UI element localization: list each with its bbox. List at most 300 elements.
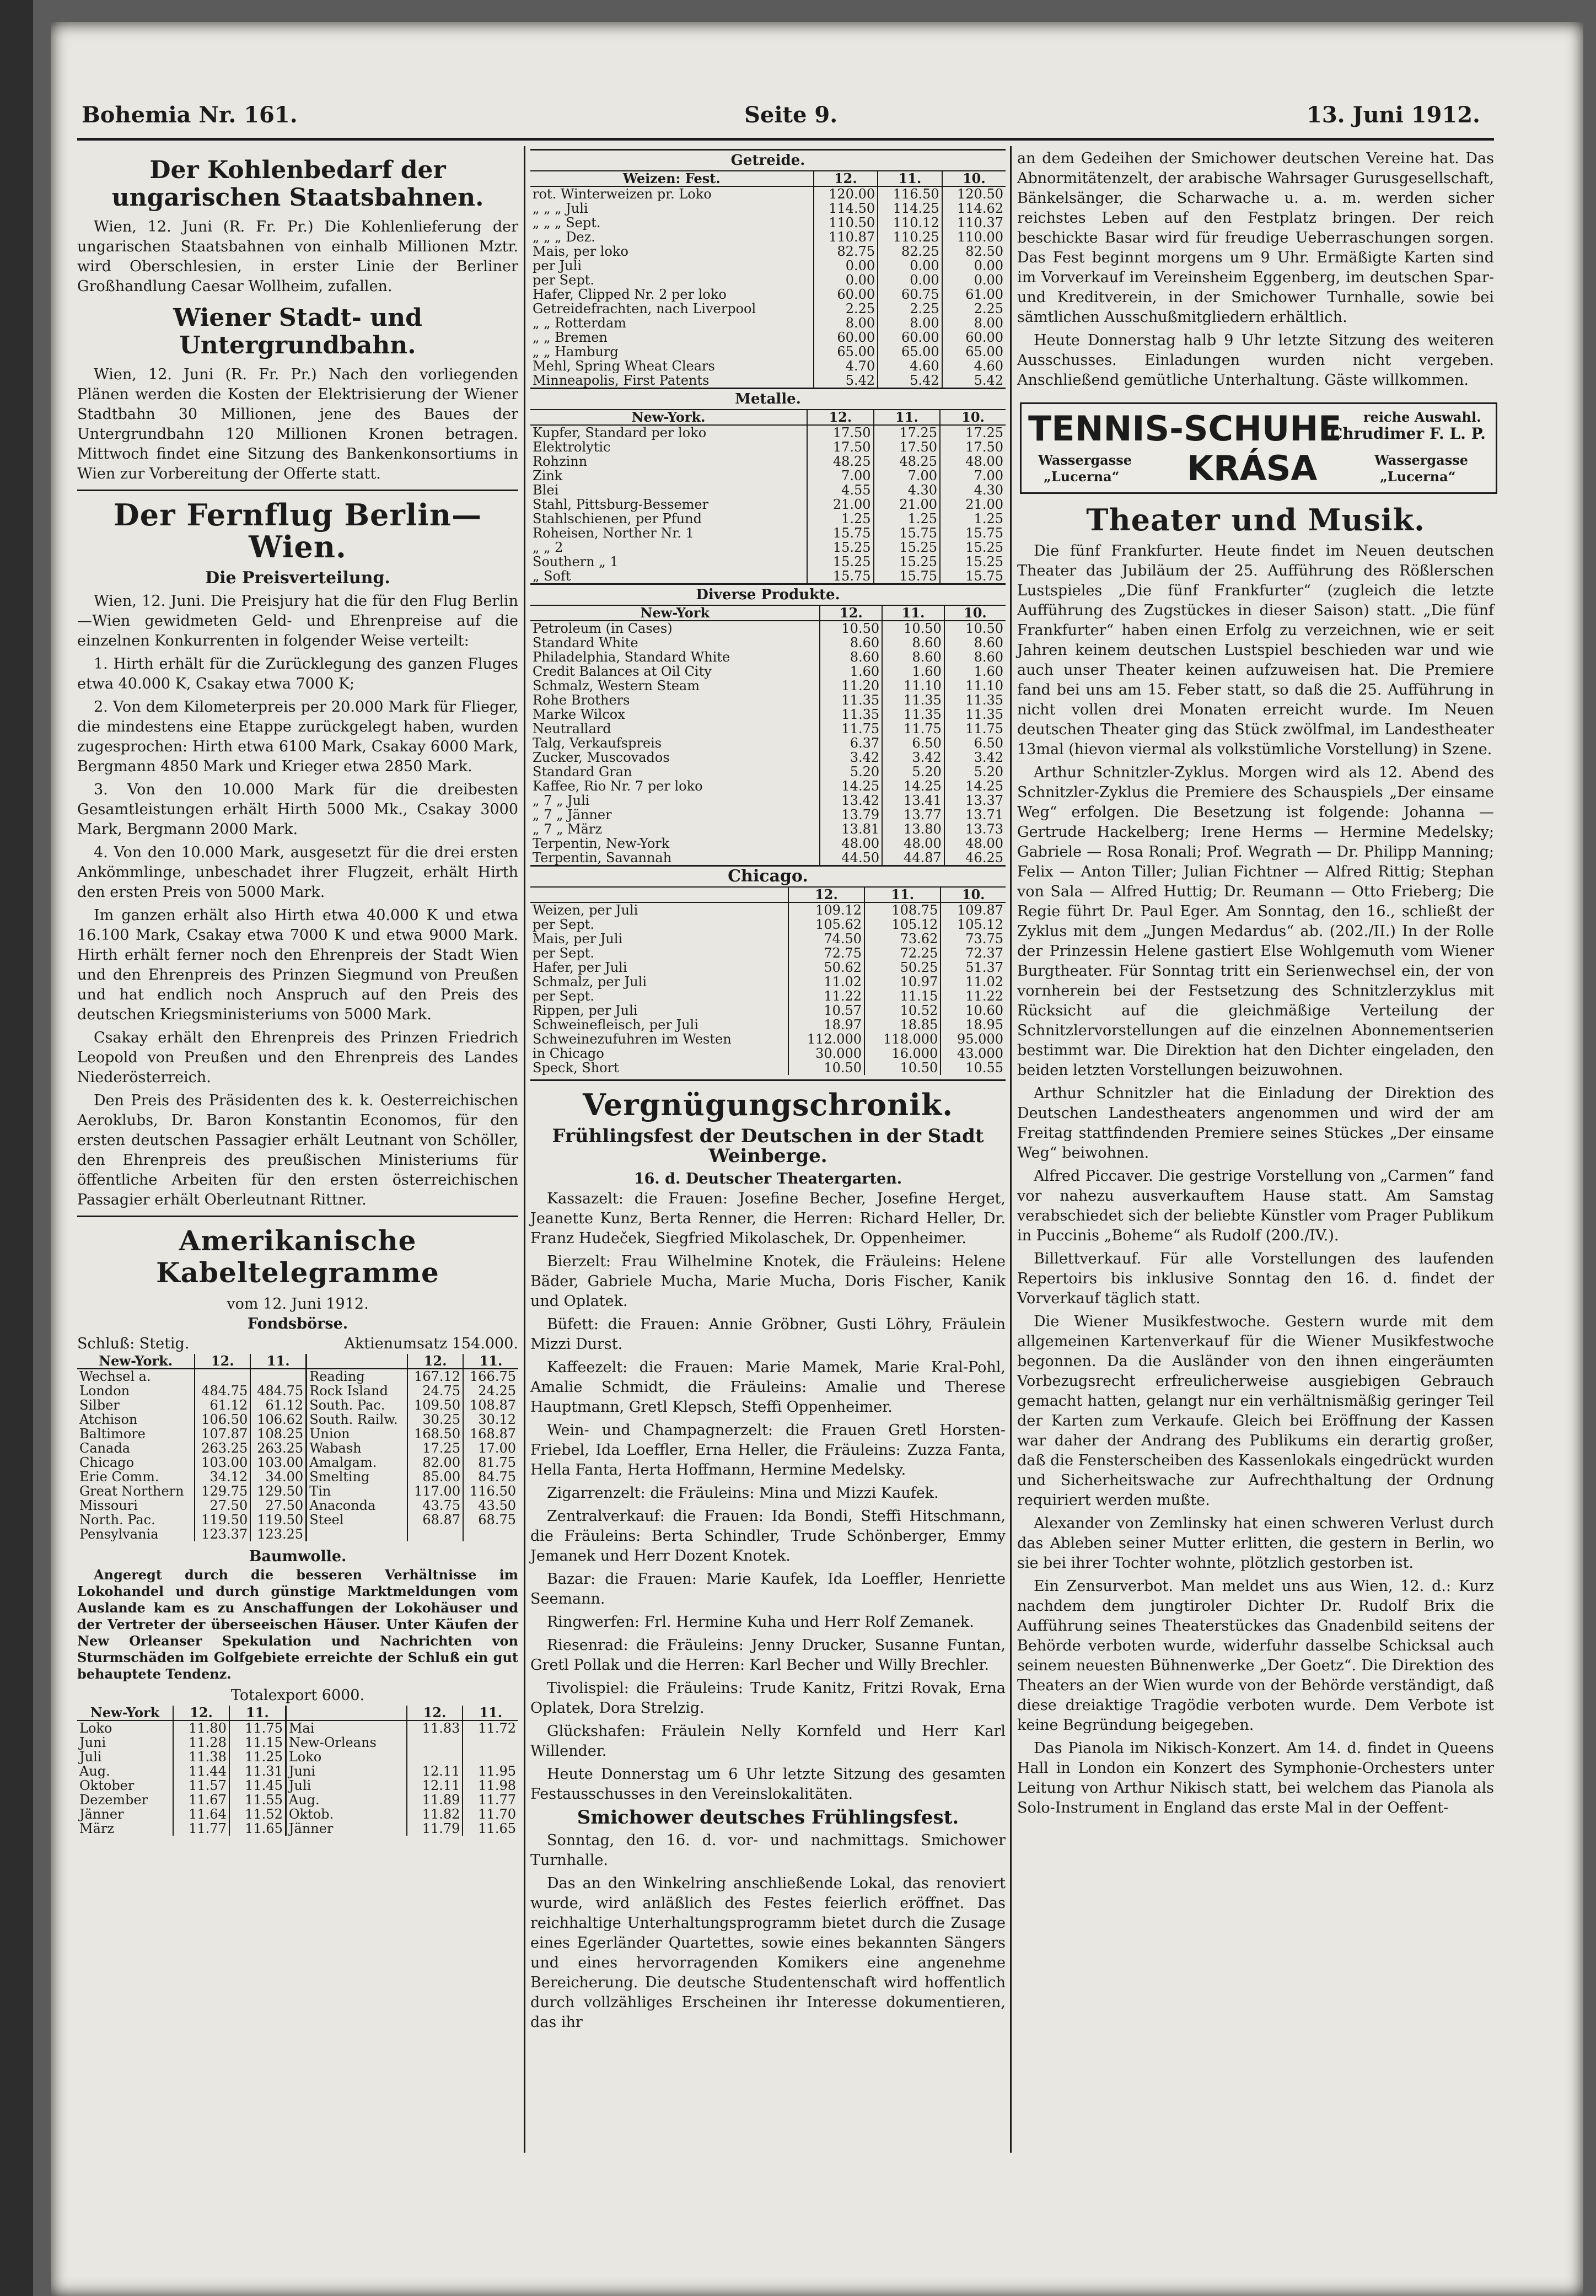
table-cell: 8.60	[820, 650, 882, 664]
table-cell: Elektrolytic	[533, 440, 611, 454]
theater-p4: Alfred Piccaver. Die gestrige Vorstellung von „Carmen“ fand vor nahezu ausverkauftem Hause statt. Am Samstag verabschiedet sich der beliebte Künstler vom Prager Publikum in Puccinis „Boheme“ als Rudolf (200./IV.).	[1017, 1168, 1494, 1244]
table-cell: 5.20	[882, 765, 944, 779]
table-cell: 11.35	[820, 693, 882, 707]
column-rule-2	[1010, 146, 1012, 2153]
table-cell: Smelting	[307, 1470, 407, 1484]
table-cell: Speck, Short	[533, 1061, 619, 1075]
table-cell	[463, 1527, 518, 1541]
ad-tennis-schuhe: TENNIS-SCHUHE	[1028, 408, 1342, 449]
table-cell	[407, 1750, 463, 1764]
table-cell: 103.00	[250, 1455, 306, 1470]
divider	[77, 490, 518, 491]
table-cell: per Sept.	[533, 946, 594, 960]
table-cell: 11.31	[229, 1764, 286, 1778]
table-row	[530, 273, 1006, 287]
table-cell: 112.000	[788, 1032, 864, 1046]
table-cell: Wabash	[307, 1441, 407, 1455]
table-cell: Pensylvania	[79, 1527, 159, 1541]
table-cell: 15.75	[940, 526, 1006, 540]
table-cell: 0.00	[814, 259, 878, 273]
table-cell: 8.60	[882, 650, 944, 664]
table-cell: 17.50	[874, 440, 940, 454]
table-cell: 11.02	[788, 975, 864, 989]
table-cell: Terpentin, New-York	[533, 836, 670, 851]
table-cell	[286, 1706, 406, 1720]
table-cell: 14.25	[820, 779, 882, 793]
table-cell: 65.00	[878, 345, 942, 359]
table-cell: 60.00	[942, 330, 1006, 345]
table-row	[530, 302, 1006, 316]
table-row	[77, 1470, 518, 1484]
column-3	[1017, 149, 1494, 394]
table-cell: Roheisen, Norther Nr. 1	[533, 526, 694, 540]
article-fernflug-p6: Im ganzen erhält also Hirth etwa 40.000 K und etwa 16.100 Mark, Csakay etwa 7000 K und etwa 9000 Mark. Hirth erhält ferner noch den Ehrenpreis der Stadt Wien und den Ehrenpreis des Prinzen Siegmund von Preußen und hat endlich noch Anspruch auf den Preis des deutschen Kriegsministeriums von 5000 Mark.	[77, 907, 518, 1023]
table-row	[530, 902, 1006, 917]
table-row	[530, 793, 1006, 808]
table-cell	[463, 1735, 518, 1750]
table-cell: 12.	[407, 1354, 463, 1369]
table-cell: Oktob.	[286, 1807, 406, 1821]
table-cell: 116.50	[878, 186, 942, 201]
table-cell: Aug.	[79, 1764, 110, 1778]
table-cell: 24.25	[463, 1384, 518, 1398]
table-cell: 11.75	[229, 1720, 286, 1735]
table-cell: 1.60	[820, 664, 882, 679]
table-cell: 11.72	[463, 1720, 518, 1735]
table-cell: 129.50	[250, 1484, 306, 1498]
table-cell: 11.10	[944, 679, 1006, 693]
table-cell: 84.75	[463, 1470, 518, 1484]
table-cell: 6.50	[882, 736, 944, 750]
column-1	[77, 149, 518, 1836]
table-cell: „ „ Rotterdam	[533, 316, 627, 330]
table-row	[530, 679, 1006, 693]
table-cell: 51.37	[941, 960, 1006, 975]
table-cell: 15.25	[807, 540, 873, 555]
table-cell: Tin	[307, 1484, 407, 1498]
table-cell: 61.12	[250, 1398, 306, 1412]
table-cell: Neutrallard	[533, 722, 611, 736]
table-cell: 61.12	[195, 1398, 250, 1412]
table-cell: 14.25	[882, 779, 944, 793]
table-row	[530, 650, 1006, 664]
table-row	[530, 932, 1006, 946]
table-cell: 17.25	[407, 1441, 463, 1455]
table-cell: „ „ „ Dez.	[533, 230, 595, 244]
table-cell: Philadelphia, Standard White	[533, 650, 730, 664]
headline-smichow: Smichower deutsches Frühlingsfest.	[577, 1806, 959, 1829]
table-cell	[407, 1735, 463, 1750]
table-cell: 13.77	[882, 808, 944, 822]
table-cell: 11.	[864, 888, 941, 902]
table-row	[530, 540, 1006, 555]
fondsboerse-title: Fondsbörse.	[247, 1315, 348, 1332]
table-cell: 73.75	[941, 932, 1006, 946]
table-row	[77, 1412, 518, 1427]
table-cell: 11.77	[463, 1793, 518, 1807]
table-cell: 11.38	[173, 1750, 229, 1764]
table-row	[77, 1720, 518, 1735]
table-cell: 3.42	[820, 750, 882, 765]
table-row	[530, 425, 1006, 440]
table-cell	[250, 1369, 306, 1384]
table-cell: Loko	[79, 1720, 112, 1735]
table-cell: 118.000	[864, 1032, 941, 1046]
theater-p8: Ein Zensurverbot. Man meldet uns aus Wien, 12. d.: Kurz nachdem dem jungtiroler Dichter Dr. Rudolf Brix die Aufführung seines Theaterstückes das Gnadenbild seitens der Behörde verboten wurde, widerfuhr dasselbe Schicksal auch seinem neuesten Bühnenwerke „Der Goetz“. Die Direktion des Theaters an der Wien wurde von der Behörde verständigt, daß diese dreiaktige Tragödie verboten wurde. Dem Verbote ist keine Begründung beigegeben.	[1017, 1578, 1494, 1734]
table-cell: Silber	[79, 1398, 120, 1412]
table-cell: 10.50	[820, 621, 882, 636]
table-cell: Schweinefleisch, per Juli	[533, 1018, 698, 1032]
table-cell: Loko	[286, 1750, 406, 1764]
table-cell: 11.45	[229, 1778, 286, 1793]
table-cell: 60.75	[878, 287, 942, 302]
table-cell: Jänner	[79, 1807, 124, 1821]
table-cell: 43.50	[463, 1498, 518, 1513]
table-cell: 11.57	[173, 1778, 229, 1793]
table-cell: 10.50	[788, 1061, 864, 1075]
getreide-table	[530, 171, 1006, 388]
table-cell: Schmalz, per Juli	[533, 975, 647, 989]
table-cell: 11.35	[944, 707, 1006, 722]
article-stadtbahn: Wien, 12. Juni (R. Fr. Pr.) Nach den vorliegenden Plänen werden die Kosten der Elektrisierung der Wiener Stadtbahn 30 Millionen, jene des Baues der Untergrundbahn 120 Millionen Kronen betragen. Mittwoch findet eine Sitzung des Bankenkonsortiums in Wien zur Vorbereitung der Offerte statt.	[77, 366, 518, 482]
table-row	[530, 330, 1006, 345]
table-cell: März	[79, 1821, 114, 1836]
fest-p2: Bierzelt: Frau Wilhelmine Knotek, die Fräuleins: Helene Bäder, Gabriele Mucha, Marie Mucha, Doris Fischer, Kanik und Oplatek.	[530, 1253, 1006, 1310]
table-row	[530, 989, 1006, 1003]
table-row	[530, 359, 1006, 373]
table-cell: 60.00	[814, 287, 878, 302]
theater-p7: Alexander von Zemlinsky hat einen schweren Verlust durch das Ableben seiner Mutter erlitten, die gestern in Berlin, wo sie bei ihrer Tochter wohnte, plötzlich gestorben ist.	[1017, 1515, 1494, 1572]
table-cell: 11.55	[229, 1793, 286, 1807]
table-header-row	[530, 606, 1006, 621]
headline-fruehlingsfest: Frühlingsfest der Deutschen in der Stadt Weinberge.	[552, 1125, 984, 1167]
table-cell: 108.87	[463, 1398, 518, 1412]
table-cell: Chicago	[79, 1455, 135, 1470]
table-cell: Zucker, Muscovados	[533, 750, 670, 765]
table-cell: „ „ Hamburg	[533, 345, 619, 359]
table-cell: „ 7 „ März	[533, 822, 603, 836]
table-cell: 18.97	[788, 1018, 864, 1032]
table-cell: Mais, per Juli	[533, 932, 623, 946]
metalle-title: Metalle.	[530, 388, 1006, 410]
table-row	[530, 664, 1006, 679]
fest-p11: Tivolispiel: die Fräuleins: Trude Kanitz, Fritzi Rovak, Erna Oplatek, Dora Strelzig.	[530, 1680, 1006, 1717]
table-cell: 11.	[229, 1706, 286, 1720]
table-cell: 17.50	[807, 440, 873, 454]
table-cell: in Chicago	[533, 1046, 604, 1061]
table-cell: „ 7 „ Jänner	[533, 808, 612, 822]
table-cell: Dezember	[79, 1793, 148, 1807]
table-row	[530, 722, 1006, 736]
fest-p6: Zigarrenzelt: die Fräuleins: Mina und Mizzi Kaufek.	[547, 1485, 939, 1502]
table-row	[530, 917, 1006, 932]
table-cell: 8.60	[944, 636, 1006, 650]
table-cell: 129.75	[195, 1484, 250, 1498]
table-cell: Southern „ 1	[533, 555, 619, 569]
table-cell: Canada	[79, 1441, 131, 1455]
table-cell: 10.52	[864, 1003, 941, 1018]
table-cell: 6.37	[820, 736, 882, 750]
table-cell: 13.37	[944, 793, 1006, 808]
table-cell: 12.11	[407, 1764, 463, 1778]
table-cell: 21.00	[874, 497, 940, 512]
table-cell: 44.50	[820, 851, 882, 865]
ad-wassergasse-left: Wassergasse	[1038, 452, 1132, 468]
table-cell: Reading	[307, 1369, 407, 1384]
table-cell: 110.12	[878, 216, 942, 230]
table-row	[530, 497, 1006, 512]
table-cell: 10.60	[941, 1003, 1006, 1018]
table-cell: 168.50	[407, 1427, 463, 1441]
table-cell: 10.57	[788, 1003, 864, 1018]
table-row	[77, 1513, 518, 1527]
table-cell: 11.70	[463, 1807, 518, 1821]
table-row	[530, 483, 1006, 497]
table-row	[77, 1441, 518, 1455]
fest-p13: Heute Donnerstag um 6 Uhr letzte Sitzung des gesamten Festausschusses in den Vereinslokalitäten.	[530, 1766, 1006, 1803]
table-cell: New-York	[530, 606, 820, 621]
table-cell: 50.25	[864, 960, 941, 975]
table-cell: 2.25	[942, 302, 1006, 316]
table-cell: 11.	[878, 171, 942, 186]
table-row	[530, 230, 1006, 244]
table-cell: 11.35	[944, 693, 1006, 707]
table-cell: 15.75	[807, 569, 873, 583]
table-cell: 5.42	[942, 373, 1006, 388]
table-cell: 18.95	[941, 1018, 1006, 1032]
table-cell: 11.22	[941, 989, 1006, 1003]
table-cell: 8.00	[878, 316, 942, 330]
table-cell: 114.50	[814, 201, 878, 216]
table-row	[77, 1498, 518, 1513]
smichow-p2: Das an den Winkelring anschließende Lokal, das renoviert wurde, wird anläßlich des Festes feierlich eröffnet. Das reichhaltige Unterhaltungsprogramm bietet durch die Zusage eines Egerländer Quartettes, sowie eines bekannten Sängers und eines hervorragenden Komikers eine angenehme Bereicherung. Die deutsche Studentenschaft wird hoffentlich durch vollzähliges Erscheinen ihr Interesse dokumentieren, das ihr	[530, 1875, 1006, 2031]
table-cell: Juni	[79, 1735, 106, 1750]
totalexport: Totalexport 6000.	[230, 1687, 365, 1704]
table-cell: Weizen: Fest.	[530, 171, 814, 186]
table-cell: 72.37	[941, 946, 1006, 960]
article-kohlenbedarf: Wien, 12. Juni (R. Fr. Pr.) Die Kohlenlieferung der ungarischen Staatsbahnen von einhalb Millionen Mztr. wird Oberschlesien, in erster Linie der Berliner Großhandlung Caesar Wollheim, zufallen.	[77, 218, 518, 295]
column-3-theater	[1017, 496, 1494, 1821]
table-cell	[463, 1750, 518, 1764]
table-cell: 17.25	[940, 425, 1006, 440]
table-row	[530, 259, 1006, 273]
table-cell: 3.42	[944, 750, 1006, 765]
table-cell: 114.62	[942, 201, 1006, 216]
article-fernflug-p7: Csakay erhält den Ehrenpreis des Prinzen Friedrich Leopold von Preußen und den Ehrenpreis des Landes Niederösterreich.	[77, 1029, 518, 1086]
table-cell: 17.25	[874, 425, 940, 440]
table-cell: 10.50	[882, 621, 944, 636]
table-cell: 6.50	[944, 736, 1006, 750]
table-cell: 44.87	[882, 851, 944, 865]
table-cell: 34.00	[250, 1470, 306, 1484]
table-row	[530, 765, 1006, 779]
header-rule	[77, 138, 1494, 141]
table-cell: 11.10	[882, 679, 944, 693]
table-cell: Hafer, per Juli	[533, 960, 627, 975]
table-cell: Juli	[79, 1750, 102, 1764]
fest-p8: Bazar: die Frauen: Marie Kaufek, Ida Loeffler, Henriette Seemann.	[530, 1571, 1006, 1607]
theater-p5: Billettverkauf. Für alle Vorstellungen des laufenden Repertoirs bis inklusive Sonntag den 16. d. findet der Vorverkauf täglich statt.	[1017, 1250, 1494, 1307]
table-cell: 108.75	[864, 902, 941, 917]
metalle-table	[530, 410, 1006, 583]
table-cell: Weizen, per Juli	[533, 902, 638, 917]
table-row	[530, 707, 1006, 722]
table-cell: Jänner	[286, 1821, 406, 1836]
table-row	[77, 1527, 518, 1541]
table-cell: 15.75	[874, 526, 940, 540]
table-cell: 1.60	[944, 664, 1006, 679]
kabel-date: vom 12. Juni 1912.	[227, 1295, 369, 1313]
table-cell: 15.25	[874, 555, 940, 569]
table-row	[77, 1793, 518, 1807]
diverse-table	[530, 606, 1006, 865]
fest-p1: Kassazelt: die Frauen: Josefine Becher, Josefine Herget, Jeanette Kunz, Berta Renner, die Herren: Richard Heller, Dr. Franz Hudeček, Siegfried Mikolaschek, Dr. Oppenheimer.	[530, 1190, 1006, 1247]
table-cell: 0.00	[942, 259, 1006, 273]
table-header-row	[530, 171, 1006, 186]
table-cell: 11.02	[941, 975, 1006, 989]
table-header-row	[77, 1706, 518, 1720]
table-cell: 3.42	[882, 750, 944, 765]
table-cell: 12.	[814, 171, 878, 186]
table-cell: Atchison	[79, 1412, 138, 1427]
table-cell: „ „ „ Juli	[533, 201, 588, 216]
table-cell: 82.00	[407, 1455, 463, 1470]
table-row	[530, 569, 1006, 583]
table-cell: 11.	[250, 1354, 306, 1369]
table-cell: 34.12	[195, 1470, 250, 1484]
table-cell: 13.81	[820, 822, 882, 836]
table-cell: 5.20	[944, 765, 1006, 779]
column-rule-1	[524, 146, 525, 2153]
table-cell: Stahl, Pittsburg-Bessemer	[533, 497, 709, 512]
table-cell: 105.62	[788, 917, 864, 932]
table-cell: 11.64	[173, 1807, 229, 1821]
table-cell: 7.00	[940, 469, 1006, 483]
table-cell: 7.00	[807, 469, 873, 483]
table-cell: 13.79	[820, 808, 882, 822]
table-row	[77, 1764, 518, 1778]
table-row	[530, 186, 1006, 201]
table-row	[530, 287, 1006, 302]
table-cell: 2.25	[878, 302, 942, 316]
table-cell: North. Pac.	[79, 1513, 155, 1527]
table-cell: 263.25	[250, 1441, 306, 1455]
table-row	[530, 1046, 1006, 1061]
table-row	[530, 822, 1006, 836]
table-cell: 116.50	[463, 1484, 518, 1498]
table-cell: 11.80	[173, 1720, 229, 1735]
fest-p10: Riesenrad: die Fräuleins: Jenny Drucker, Susanne Funtan, Gretl Pollak und die Herren: Karl Becher und Willy Brechler.	[530, 1637, 1006, 1674]
fest-sub: 16. d. Deutscher Theatergarten.	[633, 1170, 902, 1187]
column-2	[530, 149, 1006, 2036]
table-cell: Mehl, Spring Wheat Clears	[533, 359, 715, 373]
theater-p3: Arthur Schnitzler hat die Einladung der Direktion des Deutschen Landestheaters angenommen und wird der am Freitag stattfindenden Premiere seines Stückes „Der einsame Weg“ beiwohnen.	[1017, 1085, 1494, 1162]
table-cell: 72.25	[864, 946, 941, 960]
table-cell: 15.75	[807, 526, 873, 540]
table-row	[530, 555, 1006, 569]
divider	[530, 1079, 1006, 1081]
table-cell: 11.	[463, 1354, 518, 1369]
table-cell	[407, 1527, 463, 1541]
page-edge	[0, 0, 33, 2296]
fest-p7: Zentralverkauf: die Frauen: Ida Bondi, Steffi Hitschmann, die Fräuleins: Berta Schindler, Trude Schönberger, Emmy Jemanek und Herr Dozent Knotek.	[530, 1508, 1006, 1564]
table-cell: Minneapolis, First Patents	[533, 373, 710, 388]
headline-vergnuegungschronik: Vergnügungschronik.	[582, 1087, 954, 1122]
table-cell: Getreidefrachten, nach Liverpool	[533, 302, 756, 316]
table-cell: 48.00	[940, 454, 1006, 469]
table-cell: 68.75	[463, 1513, 518, 1527]
table-row	[530, 216, 1006, 230]
table-cell: 11.75	[944, 722, 1006, 736]
table-cell: 11.44	[173, 1764, 229, 1778]
article-fernflug-p5: 4. Von den 10.000 Mark, ausgesetzt für die drei ersten Ankömmlinge, unbeschadet ihrer Flugzeit, erhält Hirth den ersten Preis von 5000 Mark.	[77, 844, 518, 901]
table-cell: 15.25	[807, 555, 873, 569]
table-cell: 65.00	[814, 345, 878, 359]
getreide-title: Getreide.	[530, 149, 1006, 171]
table-row	[77, 1455, 518, 1470]
table-cell: 11.35	[820, 707, 882, 722]
table-cell: 1.25	[940, 512, 1006, 526]
table-row	[530, 621, 1006, 636]
table-cell: 21.00	[807, 497, 873, 512]
table-row	[530, 946, 1006, 960]
table-cell: 50.62	[788, 960, 864, 975]
ad-lucerna-right: „Lucerna“	[1380, 469, 1456, 485]
headline-theater: Theater und Musik.	[1086, 502, 1425, 537]
theater-p1: Die fünf Frankfurter. Heute findet im Neuen deutschen Theater das Jubiläum der 25. Aufführung des Rößlerschen Lustspieles „Die fünf Frankfurter“ (zugleich die letzte Aufführung des Zugstückes in dieser Saison) statt. „Die fünf Frankfurter“ haben einen Erfolg zu verzeichnen, wie er seit Jahren keinem deutschen Lustspiel beschieden war und wie auch unser Theater keinen aufzuweisen hat. Die Premiere fand bei uns am 15. Feber statt, so daß die 25. Aufführung in nicht vollen drei Monaten erreicht wurde. Im Neuen deutschen Theater ging das Stück zwölfmal, im Landestheater 13mal (hievon viermal als volkstümliche Vorstellung) in Szene.	[1017, 542, 1494, 758]
table-cell: 13.73	[944, 822, 1006, 836]
table-cell: 110.00	[942, 230, 1006, 244]
smichow-p1: Sonntag, den 16. d. vor- und nachmittags. Smichower Turnhalle.	[530, 1832, 1006, 1869]
table-cell: South. Pac.	[307, 1398, 407, 1412]
table-cell: 263.25	[195, 1441, 250, 1455]
header-left: Bohemia Nr. 161.	[82, 102, 298, 128]
table-cell: 12.	[407, 1706, 463, 1720]
table-cell: 18.85	[864, 1018, 941, 1032]
table-cell: Rohe Brothers	[533, 693, 630, 707]
ad-auswahl: reiche Auswahl.	[1363, 409, 1481, 425]
chicago-table	[530, 888, 1006, 1075]
table-cell: 105.12	[864, 917, 941, 932]
table-cell: 11.98	[463, 1778, 518, 1793]
table-cell: 81.75	[463, 1455, 518, 1470]
table-cell: per Sept.	[533, 273, 594, 287]
table-cell: 60.00	[814, 330, 878, 345]
table-cell: 27.50	[195, 1498, 250, 1513]
table-cell: 11.52	[229, 1807, 286, 1821]
table-cell: 13.71	[944, 808, 1006, 822]
fest-p5: Wein- und Champagnerzelt: die Frauen Gretl Horsten-Friebel, Ida Loeffler, Erna Heller, die Fräuleins: Zuzza Fanta, Hella Fanta, Herta Hoffmann, Hermine Medelsky.	[530, 1422, 1006, 1478]
table-row	[530, 244, 1006, 259]
table-cell: 17.50	[807, 425, 873, 440]
theater-p2: Arthur Schnitzler-Zyklus. Morgen wird als 12. Abend des Schnitzler-Zyklus die Premiere des Schauspiels „Der einsame Weg“ erfolgen. Die Besetzung ist folgende: Johanna — Gertrude Hackelberg; Irene Herms — Hermine Medelsky; Gabriele — Rosa Ronali; Prof. Wegrath — Dr. Philipp Manning; Felix — Anton Tiller; Julian Fichtner — Alfred Rittig; Stephan von Sala — Alfred Huttig; Dr. Reumann — Otto Frieberg; Die Regie führt Dr. Paul Eger. Am Sonntag, den 16., schließt der Zyklus mit dem „Jungen Medardus“ ab. (202./II.) In der Rolle der Prinzessin Helene gastiert Else Wohlgemuth vom Wiener Burgtheater. Für Sonntag tritt ein Serienwechsel ein, der von vornherein bei der Festsetzung des Schnitzlerzyklus mit Rücksicht auf die gleichmäßige Verteilung der Schnitzlervorstellungen auf die einzelnen Abonnementserien bestimmt war. Die Direktion hat den Dichter eingeladen, den beiden letzten Vorstellungen beizuwohnen.	[1017, 764, 1494, 1079]
table-cell: 11.22	[788, 989, 864, 1003]
table-cell: 48.25	[807, 454, 873, 469]
table-row	[77, 1807, 518, 1821]
table-cell: 15.25	[940, 555, 1006, 569]
table-cell: 108.25	[250, 1427, 306, 1441]
table-row	[530, 636, 1006, 650]
table-header-row	[530, 888, 1006, 902]
table-cell: 106.62	[250, 1412, 306, 1427]
table-cell: 10.	[942, 171, 1006, 186]
table-header-row	[77, 1354, 518, 1369]
table-cell: 110.50	[814, 216, 878, 230]
table-cell: Stahlschienen, per Pfund	[533, 512, 702, 526]
table-cell: Kupfer, Standard per loko	[533, 425, 707, 440]
table-cell: 107.87	[195, 1427, 250, 1441]
table-cell: „ Soft	[533, 569, 571, 583]
